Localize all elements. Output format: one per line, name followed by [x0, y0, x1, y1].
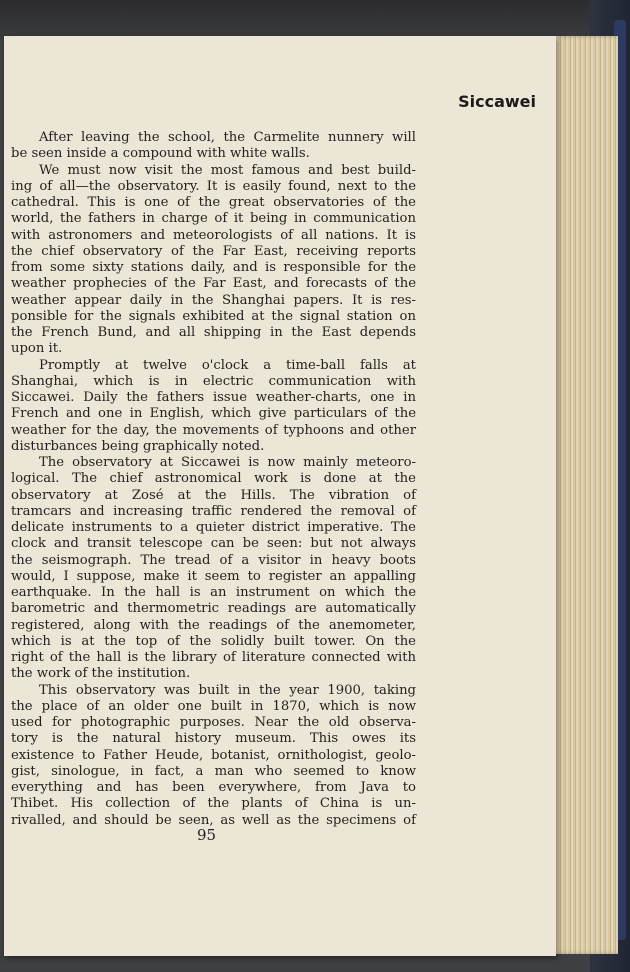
text-line: everything and has been everywhere, from Java to: [11, 780, 416, 795]
text-line: barometric and thermometric readings are automatically: [11, 601, 416, 617]
text-line: the work of the institution.: [11, 666, 191, 682]
text-line: cathedral. This is one of the great observatories of the: [11, 195, 416, 210]
text-line: right of the hall is the library of literature connected with: [11, 650, 416, 665]
text-line: be seen inside a compound with white walls.: [11, 146, 310, 162]
running-title: Siccawei: [458, 92, 536, 111]
page-number: 95: [196, 826, 217, 844]
book-cover-top: [0, 0, 630, 38]
text-line: Shanghai, which is in electric communication with: [11, 373, 416, 389]
text-line: After leaving the school, the Carmelite nunnery will: [39, 130, 416, 145]
paragraph: [11, 455, 416, 683]
text-line: ponsible for the signals exhibited at the signal station on: [11, 308, 416, 324]
text-line: gist, sinologue, in fact, a man who seemed to know: [11, 763, 416, 779]
text-line: clock and transit telescope can be seen: but not always: [11, 536, 416, 552]
text-line: weather prophecies of the Far East, and forecasts of the: [11, 276, 416, 292]
text-line: observatory at Zosé at the Hills. The vibration of: [11, 487, 416, 503]
text-line: which is at the top of the solidly built tower. On the: [11, 633, 416, 649]
text-line: disturbances being graphically noted.: [11, 438, 265, 454]
text-line: the seismograph. The tread of a visitor in heavy boots: [11, 552, 416, 568]
text-line: tory is the natural history museum. This owes its: [11, 731, 416, 747]
text-line: delicate instruments to a quieter district imperative. The: [11, 520, 416, 535]
text-line: registered, along with the readings of the anemometer,: [11, 617, 416, 633]
paragraph: [11, 683, 416, 829]
text-line: This observatory was built in the year 1900, taking: [39, 682, 416, 698]
text-line: used for photographic purposes. Near the old observa-: [11, 715, 416, 730]
text-line: the French Bund, and all shipping in the East depends: [11, 325, 416, 340]
text-line: tramcars and increasing traffic rendered the removal of: [11, 503, 416, 519]
body-text: [11, 130, 416, 829]
page-edges: [548, 36, 618, 954]
text-line: The observatory at Siccawei is now mainly meteoro-: [39, 455, 416, 470]
text-line: weather for the day, the movements of typhoons and other: [11, 422, 416, 438]
paragraph: [11, 163, 416, 358]
text-line: world, the fathers in charge of it being in communication: [11, 211, 416, 227]
text-line: ing of all—the observatory. It is easily found, next to the: [11, 178, 416, 194]
text-line: rivalled, and should be seen, as well as the specimens of: [11, 812, 416, 828]
text-line: Thibet. His collection of the plants of China is un-: [11, 796, 416, 812]
text-line: from some sixty stations daily, and is responsible for the: [11, 260, 416, 275]
text-line: the chief observatory of the Far East, receiving reports: [11, 243, 416, 259]
text-line: French and one in English, which give particulars of the: [11, 406, 416, 422]
text-line: Siccawei. Daily the fathers issue weather-charts, one in: [11, 390, 416, 405]
book-page: [4, 36, 556, 956]
text-line: Promptly at twelve o'clock a time-ball falls at: [39, 357, 416, 373]
text-line: weather appear daily in the Shanghai papers. It is res-: [11, 292, 416, 308]
text-line: earthquake. In the hall is an instrument on which the: [11, 585, 416, 600]
paragraph: [11, 358, 416, 456]
text-line: We must now visit the most famous and best build-: [39, 162, 416, 178]
text-line: would, I suppose, make it seem to register an appalling: [11, 568, 416, 584]
text-line: upon it.: [11, 341, 63, 357]
text-line: with astronomers and meteorologists of all nations. It is: [11, 227, 416, 243]
text-line: logical. The chief astronomical work is done at the: [11, 471, 416, 487]
text-line: existence to Father Heude, botanist, ornithologist, geolo-: [11, 747, 416, 763]
paragraph: [11, 130, 416, 163]
text-line: the place of an older one built in 1870, which is now: [11, 698, 416, 714]
